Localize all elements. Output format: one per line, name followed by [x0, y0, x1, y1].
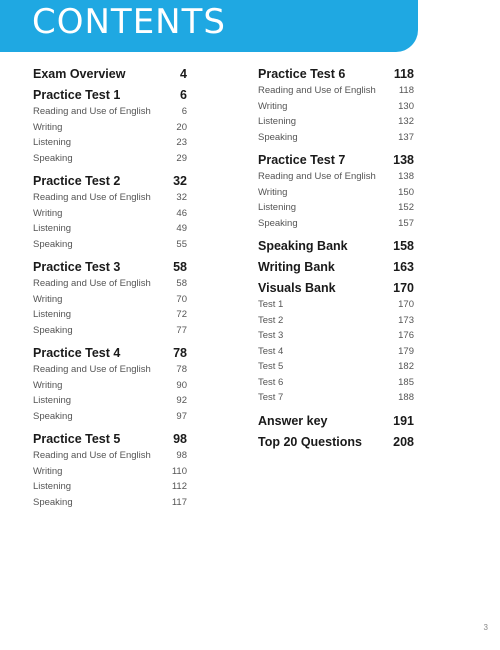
toc-entry [258, 390, 414, 406]
toc-entry-page: 97 [176, 410, 187, 422]
toc-section-page: 98 [173, 432, 187, 446]
toc-section [258, 280, 414, 297]
toc-section-page: 163 [393, 260, 414, 274]
toc-section-label: Visuals Bank [258, 281, 336, 295]
toc-entry-label: Test 4 [258, 345, 284, 357]
toc-entry-page: 23 [176, 137, 187, 148]
toc-entry-page: 49 [176, 223, 187, 234]
toc-entry-label: Reading and Use of English [33, 450, 151, 461]
toc-section-label: Speaking Bank [258, 239, 348, 253]
toc-entry [258, 185, 414, 201]
toc-entry-page: 173 [398, 314, 414, 326]
toc-entry-label: Listening [33, 395, 72, 406]
toc-entry-label: Speaking [33, 152, 73, 164]
toc-entry [258, 130, 414, 146]
toc-section-page: 6 [180, 88, 187, 102]
toc-entry-label: Test 7 [258, 392, 284, 403]
toc-section-page: 118 [393, 67, 414, 81]
toc-section [258, 259, 414, 276]
toc-entry [33, 276, 187, 292]
toc-entry [258, 114, 414, 130]
toc-entry-page: 152 [398, 202, 414, 213]
toc-section [33, 259, 187, 276]
contents-left-column [33, 66, 187, 510]
toc-entry-label: Test 5 [258, 361, 284, 372]
toc-entry-label: Writing [33, 379, 63, 391]
toc-entry [33, 409, 187, 425]
toc-section [33, 87, 187, 104]
toc-entry-label: Reading and Use of English [33, 106, 151, 117]
toc-entry [33, 323, 187, 339]
toc-section [258, 434, 414, 451]
toc-entry-label: Listening [33, 223, 72, 234]
toc-entry-page: 117 [171, 496, 187, 508]
toc-entry [33, 464, 187, 480]
toc-entry-label: Speaking [258, 131, 298, 143]
toc-entry-page: 58 [176, 278, 187, 289]
toc-entry-label: Speaking [258, 217, 298, 229]
toc-entry [258, 328, 414, 344]
toc-entry-page: 182 [398, 361, 414, 372]
toc-entry-page: 78 [176, 364, 187, 375]
toc-entry-page: 29 [176, 152, 187, 164]
toc-entry-page: 157 [398, 217, 414, 229]
toc-section [33, 431, 187, 448]
toc-entry-page: 6 [181, 106, 187, 117]
toc-entry [33, 151, 187, 167]
toc-section-label: Top 20 Questions [258, 434, 362, 449]
toc-entry [33, 393, 187, 409]
toc-entry-page: 46 [176, 207, 187, 219]
toc-entry [33, 292, 187, 308]
toc-entry-page: 188 [398, 392, 414, 403]
toc-entry [33, 448, 187, 464]
contents-right-column [258, 66, 414, 451]
toc-entry-page: 170 [398, 299, 414, 310]
toc-entry [33, 104, 187, 120]
toc-entry [258, 200, 414, 216]
toc-section-label: Writing Bank [258, 260, 335, 274]
toc-section-page: 158 [393, 239, 414, 253]
toc-entry [258, 313, 414, 329]
toc-entry-page: 98 [176, 450, 187, 461]
toc-entry-label: Reading and Use of English [33, 364, 151, 375]
toc-entry [258, 297, 414, 313]
toc-entry-page: 32 [176, 192, 187, 203]
toc-entry-label: Writing [258, 100, 288, 112]
toc-section-page: 138 [393, 153, 414, 167]
page-title: CONTENTS [32, 2, 226, 42]
header-banner [0, 0, 418, 52]
toc-entry-label: Speaking [33, 496, 73, 508]
toc-entry [33, 221, 187, 237]
toc-entry [33, 307, 187, 323]
toc-section-page: 32 [173, 174, 187, 188]
toc-entry [258, 344, 414, 360]
toc-entry [258, 216, 414, 232]
toc-section-page: 208 [393, 434, 414, 449]
toc-entry-label: Writing [258, 186, 288, 198]
toc-entry [258, 99, 414, 115]
toc-entry-page: 90 [176, 379, 187, 391]
toc-section-label: Practice Test 3 [33, 260, 121, 274]
toc-section-page: 4 [180, 67, 187, 81]
toc-entry-page: 132 [398, 116, 414, 127]
toc-entry-page: 20 [176, 121, 187, 133]
toc-entry-label: Reading and Use of English [258, 85, 376, 96]
toc-entry-page: 185 [398, 376, 414, 388]
toc-entry-label: Reading and Use of English [33, 192, 151, 203]
toc-entry-label: Speaking [33, 324, 73, 336]
toc-section [258, 413, 414, 430]
toc-entry-label: Reading and Use of English [258, 171, 376, 182]
toc-section [33, 66, 187, 83]
toc-entry [33, 206, 187, 222]
toc-entry-label: Listening [33, 137, 72, 148]
toc-entry-label: Writing [33, 121, 63, 133]
toc-entry-label: Writing [33, 465, 63, 477]
toc-entry-page: 137 [398, 131, 414, 143]
toc-entry-label: Writing [33, 207, 63, 219]
toc-section [258, 238, 414, 255]
toc-entry [33, 362, 187, 378]
toc-entry-label: Test 2 [258, 314, 284, 326]
toc-entry-page: 70 [176, 293, 187, 305]
toc-entry [258, 83, 414, 99]
toc-section-label: Answer key [258, 413, 328, 428]
toc-entry [33, 120, 187, 136]
toc-entry-label: Test 3 [258, 330, 284, 341]
toc-entry [33, 378, 187, 394]
toc-section-label: Exam Overview [33, 67, 126, 81]
toc-entry-label: Listening [258, 202, 297, 213]
toc-entry-page: 112 [171, 481, 187, 492]
toc-entry [258, 375, 414, 391]
toc-entry-label: Writing [33, 293, 63, 305]
toc-entry-label: Speaking [33, 410, 73, 422]
toc-section-page: 191 [393, 413, 414, 428]
toc-section [258, 66, 414, 83]
toc-section-label: Practice Test 2 [33, 174, 121, 188]
toc-entry-page: 77 [176, 324, 187, 336]
toc-entry-label: Test 6 [258, 376, 284, 388]
toc-entry-page: 130 [398, 100, 414, 112]
toc-entry-page: 179 [398, 345, 414, 357]
toc-entry [33, 190, 187, 206]
toc-entry-page: 72 [176, 309, 187, 320]
toc-entry [33, 135, 187, 151]
toc-entry-label: Listening [33, 309, 72, 320]
toc-section-page: 78 [173, 346, 187, 360]
toc-entry-label: Test 1 [258, 299, 284, 310]
toc-entry [33, 479, 187, 495]
toc-entry-page: 150 [398, 186, 414, 198]
toc-section-page: 170 [393, 281, 414, 295]
toc-entry [258, 359, 414, 375]
toc-entry-page: 138 [398, 171, 414, 182]
toc-section-page: 58 [173, 260, 187, 274]
toc-entry [33, 237, 187, 253]
toc-entry-page: 55 [176, 238, 187, 250]
toc-entry-label: Listening [33, 481, 72, 492]
toc-entry [33, 495, 187, 511]
toc-entry-page: 118 [398, 85, 414, 96]
toc-entry [258, 169, 414, 185]
toc-entry-page: 176 [398, 330, 414, 341]
page-number: 3 [483, 623, 488, 632]
toc-entry-label: Listening [258, 116, 297, 127]
toc-entry-label: Speaking [33, 238, 73, 250]
toc-entry-label: Reading and Use of English [33, 278, 151, 289]
toc-section [33, 173, 187, 190]
toc-section-label: Practice Test 4 [33, 346, 121, 360]
toc-section [258, 152, 414, 169]
toc-section-label: Practice Test 7 [258, 153, 346, 167]
toc-section [33, 345, 187, 362]
toc-section-label: Practice Test 5 [33, 432, 121, 446]
toc-entry-page: 110 [171, 465, 187, 477]
toc-entry-page: 92 [176, 395, 187, 406]
toc-section-label: Practice Test 6 [258, 67, 346, 81]
toc-section-label: Practice Test 1 [33, 88, 121, 102]
